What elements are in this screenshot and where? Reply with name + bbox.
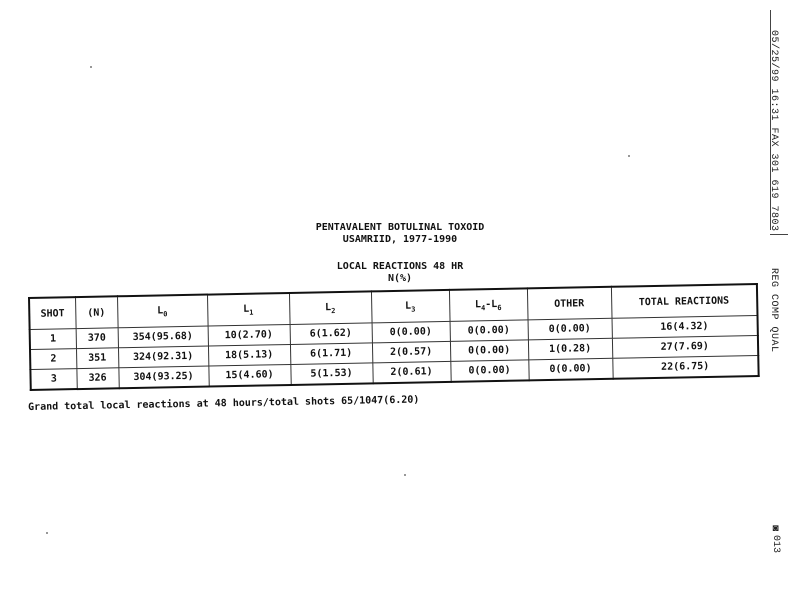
- table-cell: 16(4.32): [612, 315, 758, 338]
- table-cell: 326: [76, 368, 118, 389]
- column-header-shot: SHOT: [29, 297, 76, 329]
- page-circle-icon: ◙: [770, 524, 781, 535]
- table-cell: 1: [30, 329, 76, 350]
- table-cell: 0(0.00): [528, 358, 612, 380]
- grand-total-note: Grand total local reactions at 48 hours/total shots 65/1047(6.20): [28, 394, 420, 413]
- scan-speck: [628, 155, 630, 157]
- table-cell: 27(7.69): [612, 335, 758, 358]
- fax-page-number: [770, 524, 781, 553]
- column-header-l1: $L_1$: [207, 293, 290, 326]
- table-cell: 0(0.00): [372, 321, 450, 342]
- table-cell: 304(93.25): [118, 366, 208, 388]
- reactions-table-wrapper: [28, 283, 760, 391]
- table-title: LOCAL REACTIONS 48 HR: [336, 261, 464, 272]
- column-header-l0: $L_0$: [117, 295, 208, 328]
- table-cell: 1(0.28): [528, 338, 612, 360]
- table-cell: 2: [30, 349, 76, 370]
- table-cell: 0(0.00): [528, 318, 612, 340]
- table-cell: 5(1.53): [290, 363, 372, 385]
- column-header-l3: $L_3$: [371, 290, 450, 323]
- column-header-total-reactions: TOTAL REACTIONS: [611, 284, 758, 318]
- scan-speck: [404, 474, 406, 476]
- table-cell: 0(0.00): [450, 320, 528, 341]
- column-header-l2: $L_2$: [289, 291, 372, 324]
- scan-speck: [90, 66, 92, 68]
- table-cell: 2(0.57): [372, 341, 450, 362]
- table-cell: 324(92.31): [118, 346, 208, 368]
- document-title-block: [290, 222, 510, 246]
- document-source: USAMRIID, 1977-1990: [342, 234, 458, 245]
- table-cell: 354(95.68): [118, 326, 208, 348]
- table-cell: 2(0.61): [372, 361, 450, 383]
- table-cell: 0(0.00): [450, 360, 528, 382]
- table-cell: 22(6.75): [612, 355, 758, 378]
- fax-header-tick: [770, 234, 788, 235]
- table-cell: 6(1.71): [290, 343, 372, 365]
- fax-side-label: REG COMP QUAL: [768, 268, 779, 353]
- table-cell: 15(4.60): [208, 364, 290, 386]
- table-cell: 10(2.70): [208, 324, 290, 346]
- document-title: PENTAVALENT BOTULINAL TOXOID: [315, 222, 485, 233]
- table-cell: 370: [76, 328, 118, 349]
- table-unit: N(%): [387, 273, 413, 284]
- column-header-other: OTHER: [527, 287, 612, 320]
- column-header-l4-l6: $L_4-L_6$: [449, 288, 528, 321]
- reactions-table: [28, 283, 760, 391]
- table-cell: 18(5.13): [208, 344, 290, 366]
- fax-transmission-header: 05/25/99 16:31 FAX 301 619 7803: [768, 30, 779, 232]
- page-number-text: 013: [770, 535, 781, 554]
- scan-speck: [46, 532, 48, 534]
- table-cell: 3: [30, 369, 76, 390]
- column-header-n: (N): [75, 296, 118, 328]
- table-cell: 0(0.00): [450, 340, 528, 361]
- table-caption: [300, 261, 500, 285]
- table-cell: 351: [76, 348, 118, 369]
- table-cell: 6(1.62): [290, 323, 372, 345]
